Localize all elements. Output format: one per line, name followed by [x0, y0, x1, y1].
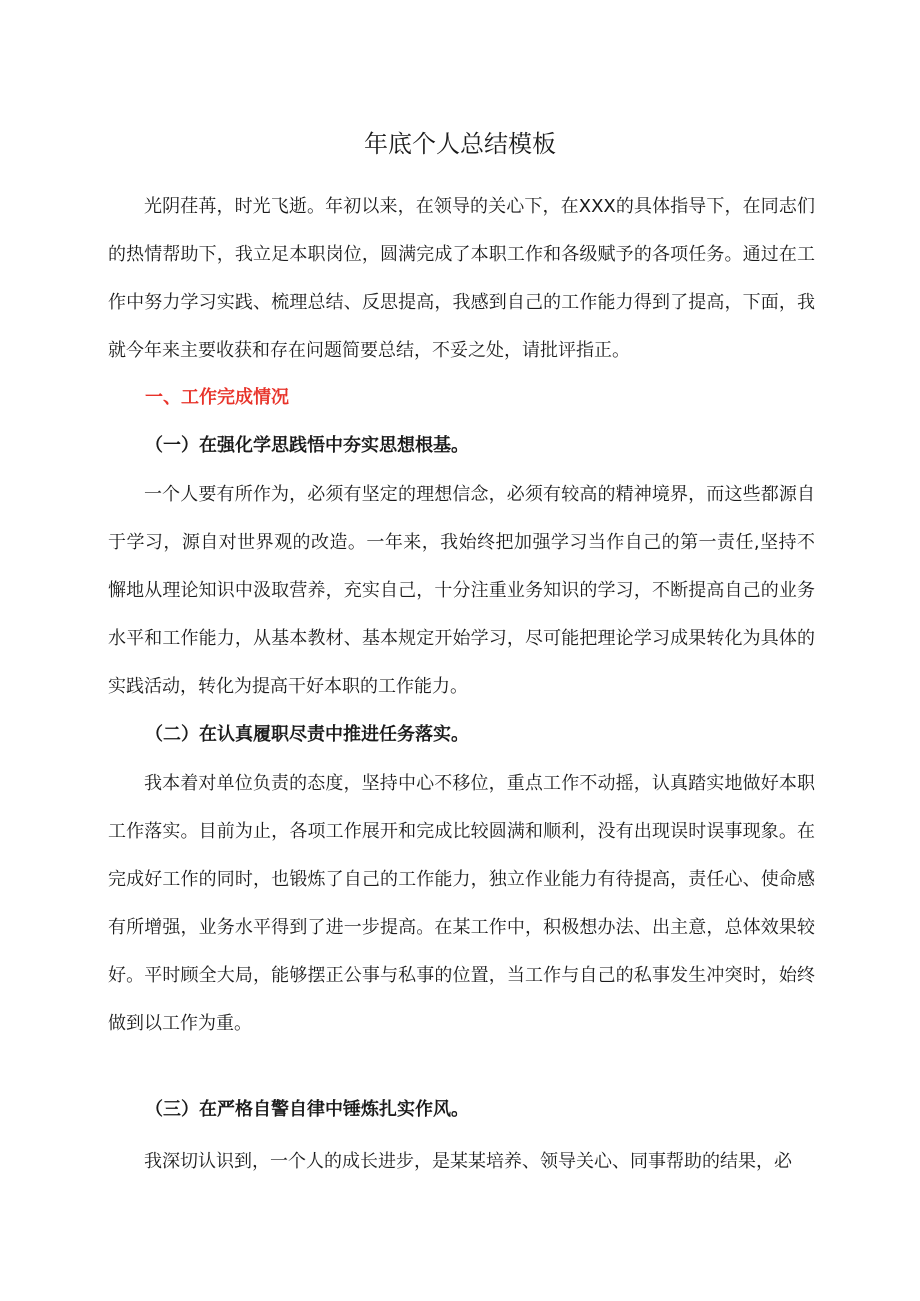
subsection-heading-3: （三）在严格自警自律中锤炼扎实作风。 — [145, 1099, 469, 1120]
subsection-paragraph-2: 我本着对单位负责的态度，坚持中心不移位，重点工作不动摇，认真踏实地做好本职工作落实。目前为止，各项工作展开和完成比较圆满和顺利，没有出现误时误事现象。在完成好工作的同时，也锻炼了自己的工作能力，独立作业能力有待提高，责任心、使命感有所增强，业务水平得到了进一步提高。在某工作中，积极想办法、出主意，总体效果较好。平时顾全大局，能够摆正公事与私事的位置，当工作与自己的私事发生冲突时，始终做到以工作为重。 — [108, 773, 815, 1034]
subsection-paragraph-3: 我深切认识到，一个人的成长进步，是某某培养、领导关心、同事帮助的结果，必 — [144, 1151, 792, 1172]
intro-paragraph: 光阴荏苒，时光飞逝。年初以来，在领导的关心下，在XXX的具体指导下，在同志们的热情帮助下，我立足本职岗位，圆满完成了本职工作和各级赋予的各项任务。通过在工作中努力学习实践、梳理总结、反思提高，我感到自己的工作能力得到了提高，下面，我就今年来主要收获和存在问题简要总结，不妥之处，请批评指正。 — [108, 196, 815, 361]
subsection-heading-2: （二）在认真履职尽责中推进任务落实。 — [145, 724, 469, 745]
subsection-heading-1: （一）在强化学思践悟中夯实思想根基。 — [145, 435, 469, 456]
document-title: 年底个人总结模板 — [364, 130, 556, 158]
section-heading: 一、工作完成情况 — [145, 387, 289, 408]
subsection-paragraph-1: 一个人要有所作为，必须有坚定的理想信念，必须有较高的精神境界，而这些都源自于学习，源自对世界观的改造。一年来，我始终把加强学习当作自己的第一责任,坚持不懈地从理论知识中汲取营养，充实自己，十分注重业务知识的学习，不断提高自己的业务水平和工作能力，从基本教材、基本规定开始学习，尽可能把理论学习成果转化为具体的实践活动，转化为提高干好本职的工作能力。 — [108, 484, 815, 697]
